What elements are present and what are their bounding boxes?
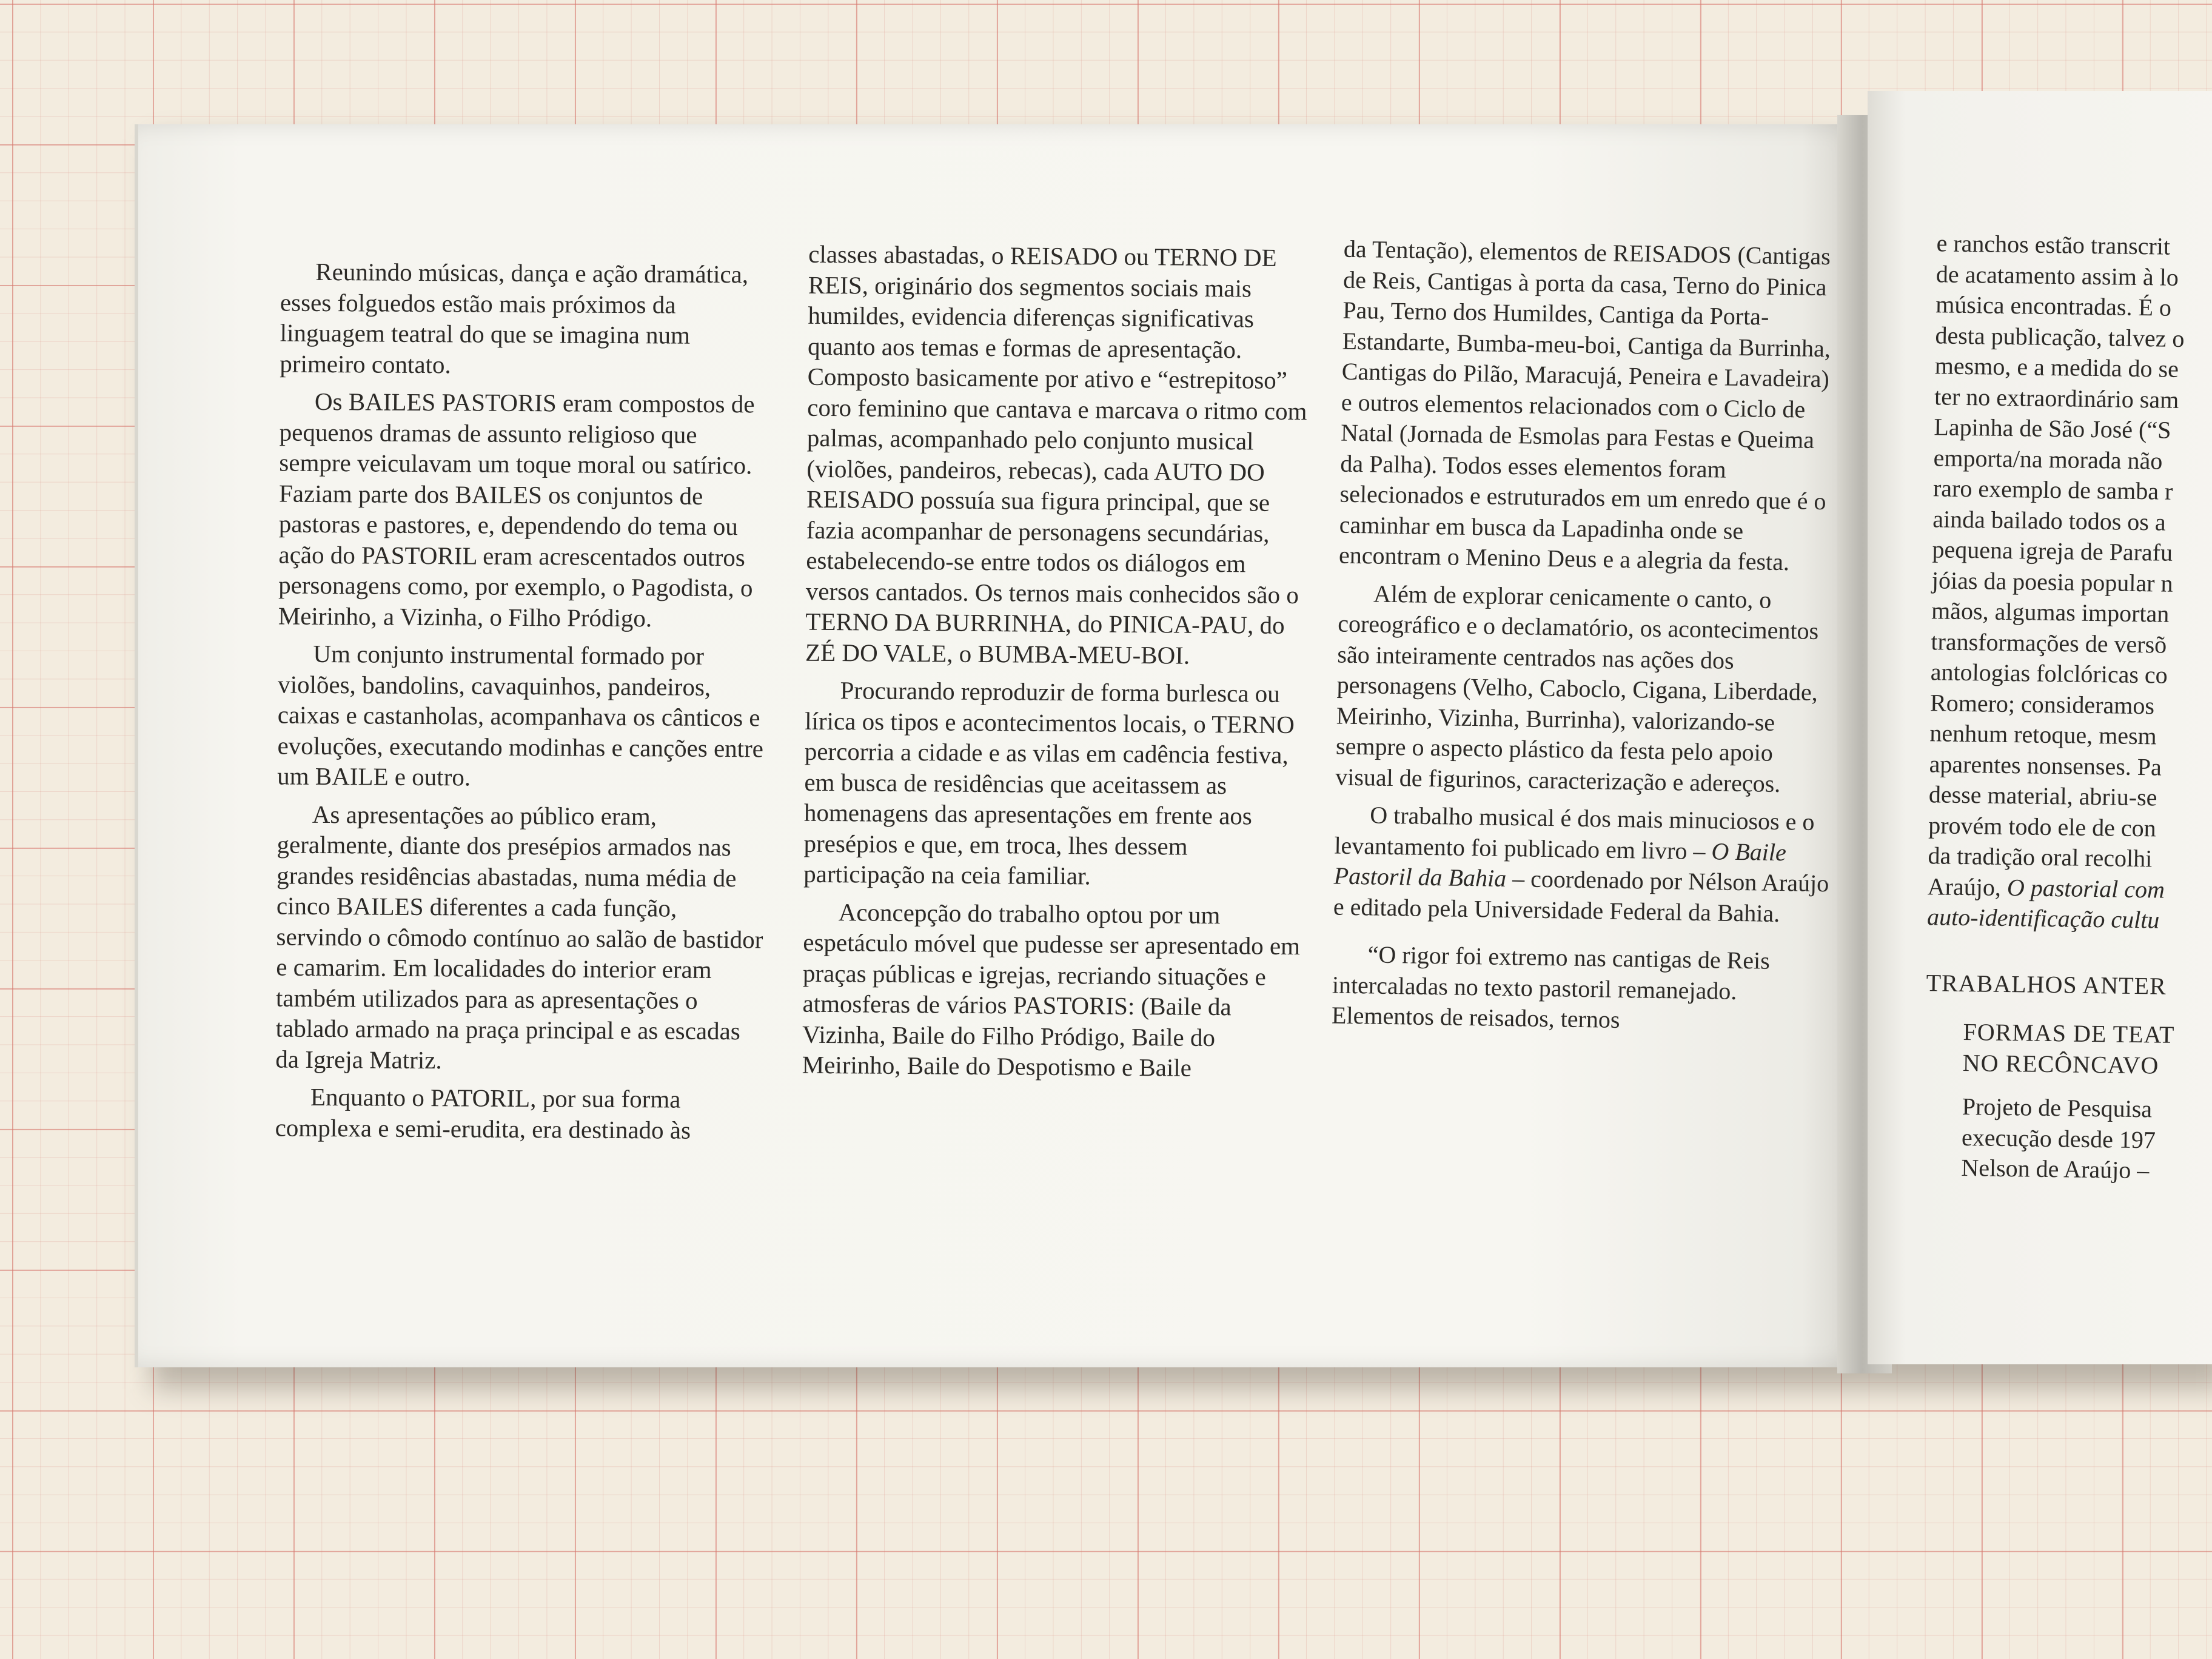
text-line: e ranchos estão transcrit xyxy=(1936,229,2171,260)
paragraph: Enquanto o PATORIL, por sua forma complexa e semi-erudita, era destinado às xyxy=(275,1082,691,1144)
text-line: jóias da poesia popular n xyxy=(1931,566,2173,597)
text-line: Romero; consideramos xyxy=(1929,688,2155,719)
paragraph: Além de explorar cenicamente o canto, o coreográfico e o declamatório, os acontecimentos são inteiramente centrados nas ações dos personagens (Velho, Caboclo, Cigana, Liberdade, Meirinho, Vizinha, Burrinha), valorizando-se sempre o aspecto plástico da festa pelo apoio visual de figurinos, caracterização e adereços. xyxy=(1335,579,1819,797)
paragraph: Aconcepção do trabalho optou por um espetáculo móvel que pudesse ser apresentado em praças públicas e igrejas, recriando situações e atmosferas de vários PASTORIS: (Baile da Vizinha, Baile do Filho Pródigo, Baile do Meirinho, Baile do Despotismo e Baile xyxy=(802,897,1301,1082)
paragraph: da Tentação), elementos de REISADOS (Cantigas de Reis, Cantigas à porta da casa, Terno do Pinica Pau, Terno dos Humildes, Cantiga da Porta-Estandarte, Bumba-meu-boi, Cantiga da Burrinha, Cantigas do Pilão, Maracujá, Peneira e Lavadeira) e outros elementos relacionados com o Ciclo de Natal (Jornada de Esmolas para Festas e Queima da Palha). Todos esses elementos foram selecionados e estruturados em um enredo que é o caminhar em busca da Lapadinha onde se encontram o Menino Deus e a alegria da festa. xyxy=(1338,235,1831,576)
subheading-line: FORMAS DE TEAT xyxy=(1963,1018,2175,1048)
paragraph: Reunindo músicas, dança e ação dramática, esses folguedos estão mais próximos da linguagem teatral do que se imagina num primeiro contato. xyxy=(280,257,749,378)
text-line: de acatamento assim à lo xyxy=(1936,260,2179,291)
book-title: O Baile Pastoril da Bahia xyxy=(1333,837,1787,892)
text-line: desta publicação, talvez o xyxy=(1935,321,2185,352)
project-line: Nelson de Araújo – xyxy=(1961,1154,2150,1184)
paragraph-book-reference xyxy=(1333,800,1832,930)
text-line: mãos, algumas importan xyxy=(1931,597,2170,628)
text-line: ainda bailado todos os a xyxy=(1932,504,2166,536)
text-line: raro exemplo de samba r xyxy=(1932,474,2173,505)
book-title: O pastorial com xyxy=(2006,873,2165,903)
text-line: transformações de versõ xyxy=(1931,627,2167,659)
section-heading: TRABALHOS ANTER xyxy=(1926,968,2167,1000)
paragraph: classes abastadas, o REISADO ou TERNO DE REIS, originário dos segmentos sociais mais humildes, evidencia diferenças significativas quanto aos temas e formas de apresentação. Composto basicamente por ativo e “estrepitoso” coro feminino que cantava e marcava o ritmo com palmas, acompanhado pelo conjunto musical (violões, pandeiros, rebecas), cada AUTO DO REISADO possuía sua figura principal, que se fazia acompanhar de personagens secundárias, estabelecendo-se entre todos os diálogos em versos cantados. Os ternos mais conhecidos são o TERNO DA BURRINHA, do PINICA-PAU, do ZÉ DO VALE, o BUMBA-MEU-BOI. xyxy=(805,240,1307,669)
text-line: auto-identificação cultu xyxy=(1926,903,2160,934)
paragraph: Procurando reproduzir de forma burlesca ou lírica os tipos e acontecimentos locais, o TERNO percorria a cidade e as vilas em cadência festiva, em busca de residências que aceitassem as homenagens das apresentações em frente aos presépios e que, em troca, lhes dessem participação na ceia familiar. xyxy=(803,676,1295,890)
text-line: mesmo, e a medida do se xyxy=(1934,352,2179,383)
text-line: aparentes nonsenses. Pa xyxy=(1929,749,2162,781)
text-column-3 xyxy=(1332,234,1842,1039)
text-line: desse material, abriu-se xyxy=(1928,780,2157,811)
subheading-line: NO RECÔNCAVO xyxy=(1962,1048,2159,1079)
text-column-1 xyxy=(275,256,769,1146)
text-column-2 xyxy=(802,239,1318,1084)
paragraph: “O rigor foi extremo nas cantigas de Reis intercaladas no texto pastoril remanejado. Elementos de reisados, ternos xyxy=(1331,940,1771,1033)
text-line: ter no extraordinário sam xyxy=(1934,382,2179,414)
text-line: pequena igreja de Parafu xyxy=(1932,535,2173,566)
text-line: emporta/na morada não xyxy=(1933,443,2163,475)
text-run: O trabalho musical é dos mais minuciosos e o levantamento foi publicado em livro – xyxy=(1334,801,1815,865)
text-line: música encontradas. É o xyxy=(1935,290,2172,321)
text-line-araujo xyxy=(1928,871,2212,907)
paragraph: Um conjunto instrumental formado por violões, bandolins, cavaquinhos, pandeiros, caixas e castanholas, acompanhava os cânticos e evoluções, executando modinhas e canções entre um BAILE e outro. xyxy=(277,639,764,791)
text-run: Araújo, xyxy=(1927,872,2008,901)
text-line: Lapinha de São José (“S xyxy=(1934,413,2171,444)
right-page-text xyxy=(1923,228,2212,1187)
project-line: Projeto de Pesquisa xyxy=(1962,1093,2153,1123)
text-run: – coordenado por Nélson Araújo e editado pela Universidade Federal da Bahia. xyxy=(1333,864,1829,927)
paragraph: As apresentações ao público eram, geralmente, diante dos presépios armados nas grandes residências abastadas, numa média de cinco BAILES diferentes a cada função, servindo o cômodo contínuo ao salão de bastidor e camarim. Em localidades do interior eram também utilizados para as apresentações o tablado armado na praça principal e as escadas da Igreja Matriz. xyxy=(275,800,763,1074)
text-line: antologias folclóricas co xyxy=(1930,658,2168,689)
text-line: provém todo ele de con xyxy=(1928,811,2156,842)
project-line: execução desde 197 xyxy=(1961,1123,2156,1153)
paragraph: Os BAILES PASTORIS eram compostos de pequenos dramas de assunto religioso que sempre veiculavam um toque moral ou satírico. Faziam parte dos BAILES os conjuntos de pastoras e pastores, e, dependendo do tema ou ação do PASTORIL eram acrescentados outros personagens como, por exemplo, o Pagodista, o Meirinho, a Vizinha, o Filho Pródigo. xyxy=(278,387,755,632)
text-line: nenhum retoque, mesm xyxy=(1929,719,2157,750)
text-line: da tradição oral recolhi xyxy=(1928,842,2153,873)
